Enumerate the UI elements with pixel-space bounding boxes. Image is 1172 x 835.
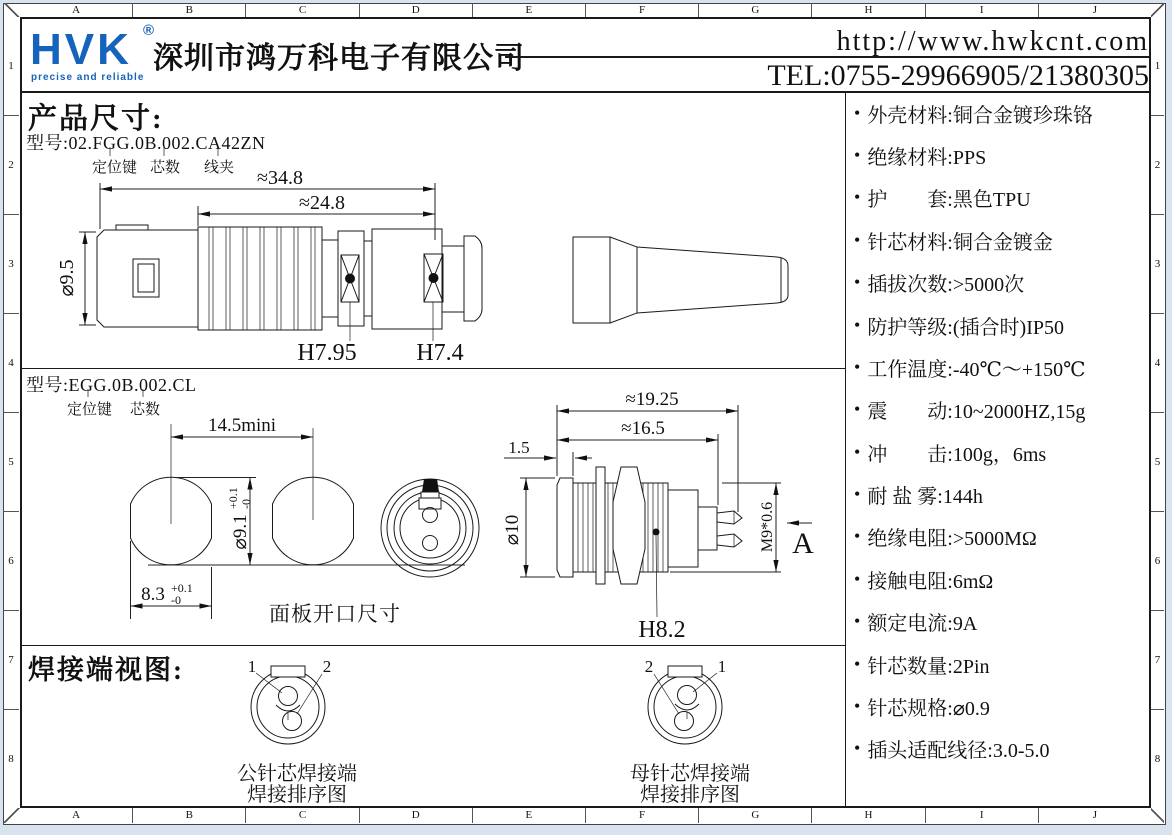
model1-number: 型号:02.FGG.0B.002.CA42ZN [26,133,266,153]
corner-diagonal [3,808,20,823]
dim-plug-mark2: H7.4 [416,340,464,366]
grid-row-label: 5 [1151,413,1164,512]
female-solder-view [645,657,727,744]
grid-row-label: 4 [3,314,19,413]
spec-item [846,601,1151,643]
panel-cutout-drawing [131,415,466,619]
grid-col-label: E [473,808,586,823]
receptacle-drawing [502,389,814,643]
dim-panel-dia-tol-plus: +0.1 [226,487,240,509]
grid-col-label: D [360,808,473,823]
dim-panel-dia: ⌀9.1 [230,514,251,550]
plug-ribs [209,227,315,330]
technical-drawing-canvas [20,92,845,808]
dim-panel-flat: 8.3 [141,584,165,605]
grid-row-label: 8 [1154,753,1161,765]
bullet-icon: • [854,611,861,632]
spec-text: 工作温度:-40℃～+150℃ [867,358,1086,381]
company-name: 深圳市鸿万科电子有限公司 [153,42,525,75]
spec-item [846,685,1151,727]
logo-tagline: precise and reliable [31,72,145,83]
grid-row-label: 5 [3,413,19,512]
marker-bowtie-1 [341,255,359,302]
telephone: TEL:0755-29966905/21380305 [767,59,1149,92]
bullet-icon: • [854,356,861,377]
grid-col-label: A [20,808,133,823]
bullet-icon: • [854,484,861,505]
dim-recep-dia: ⌀10 [502,514,523,546]
female-pin-label-right: 1 [717,657,727,676]
grid-col-label: G [699,808,812,823]
bullet-icon: • [854,738,861,759]
spec-item [846,473,1151,515]
spec-item [846,516,1151,558]
spec-text: 护 套:黑色TPU [867,189,1031,212]
corner-diagonal [1151,3,1164,17]
spec-item [846,389,1151,431]
dim-recep-mid: ≈16.5 [621,418,665,439]
spec-text: 防护等级:(插合时)IP50 [867,316,1064,339]
grid-row-label: 6 [3,512,19,611]
bullet-icon: • [854,102,861,123]
spec-text: 绝缘电阻:>5000MΩ [867,528,1037,551]
bullet-icon: • [854,399,861,420]
model1-ann-keying: 定位键 [92,160,138,176]
female-pin-label-left: 2 [644,657,654,676]
female-caption-line2: 焊接排序图 [640,784,740,806]
spec-item [846,219,1151,261]
grid-row-label: 4 [1151,314,1164,413]
model2-number: 型号:EGG.0B.002.CL [26,375,197,395]
spec-text: 针芯数量:2Pin [867,655,990,678]
male-pin-label-left: 1 [247,657,257,676]
corner-diagonal [3,3,20,17]
model2-ann-keying: 定位键 [67,402,113,418]
website-url: http://www.hwkcnt.com [836,26,1149,57]
panel-cutout-caption: 面板开口尺寸 [269,602,401,626]
bullet-icon: • [854,145,861,166]
bullet-icon: • [854,314,861,335]
spec-text: 针芯规格:⌀0.9 [867,697,990,720]
spec-item [846,346,1151,388]
grid-col-label: I [926,808,1039,823]
spec-text: 绝缘材料:PPS [867,147,987,170]
keying-mark [422,479,439,492]
grid-col-label: J [1092,809,1098,821]
bullet-icon: • [854,653,861,674]
grid-row-label: 7 [3,611,19,710]
grid-row-label: 1 [1151,17,1164,116]
spec-item [846,262,1151,304]
grid-col-label: H [812,3,925,17]
dim-plug-mark1: H7.95 [297,340,357,366]
registered-trademark-icon: ® [143,22,155,39]
grid-col-label: F [586,3,699,17]
dim-recep-mark: H8.2 [638,617,686,643]
section-label-a: A [792,527,814,560]
dim-panel-dia-group [226,487,253,549]
spec-text: 耐 盐 雾:144h [867,486,983,509]
spec-text: 接触电阻:6mΩ [867,570,994,593]
spec-item [846,728,1151,770]
solder-view-title: 焊接端视图: [28,655,184,685]
grid-col-label: I [926,3,1039,17]
grid-col-label: G [699,3,812,17]
plug-drawing [56,167,482,366]
face-view-drawing [381,479,479,577]
grid-row-label: 3 [3,215,19,314]
spec-text: 插拔次数:>5000次 [867,274,1025,297]
grid-col-label: F [586,808,699,823]
bullet-icon: • [854,568,861,589]
spec-text: 针芯材料:铜合金镀金 [867,231,1053,254]
model1-annotation-ticks [110,147,218,156]
grid-col-label: A [20,3,133,17]
spec-text: 冲 击:100g，6ms [867,443,1047,466]
grid-col-label: H [812,808,925,823]
spec-item [846,92,1151,134]
grid-row-label: 2 [3,116,19,215]
grid-col-label: J [1092,4,1098,16]
dim-panel-flat-tol-plus: +0.1 [171,581,193,595]
dim-panel-dia-tol-minus: -0 [239,499,253,509]
grid-col-label: B [133,808,246,823]
bullet-icon: • [854,229,861,250]
dim-recep-total: ≈19.25 [625,389,679,410]
model1-ann-pincount: 芯数 [150,160,181,176]
spec-item [846,134,1151,176]
grid-right-strip [1151,17,1164,808]
dim-panel-pitch: 14.5mini [207,415,277,436]
spec-text: 额定电流:9A [867,613,978,636]
spec-item [846,558,1151,600]
spec-item [846,177,1151,219]
dim-recep-thread: M9*0.6 [759,501,776,553]
bullet-icon: • [854,441,861,462]
dim-plug-dia: ⌀9.5 [56,259,78,297]
grid-bottom-strip [20,808,1151,823]
grid-col-label: C [246,808,359,823]
male-solder-view [248,657,332,744]
grid-col-label: C [246,3,359,17]
model1-ann-clamp: 线夹 [204,160,235,176]
model2-annotation-ticks [88,389,143,397]
dim-plug-front: ≈24.8 [299,192,345,214]
bullet-icon: • [854,526,861,547]
spec-item [846,643,1151,685]
dim-plug-total: ≈34.8 [257,167,303,189]
marker-bowtie-2 [424,254,443,302]
specifications-panel [846,92,1151,770]
product-dimensions-title: 产品尺寸: [28,103,164,135]
grid-row-label: 2 [1151,116,1164,215]
male-caption-line1: 公针芯焊接端 [237,763,357,785]
male-caption-line2: 焊接排序图 [247,784,347,806]
spec-text: 外壳材料:铜合金镀珍珠铬 [867,104,1093,127]
dim-recep-flange: 1.5 [508,438,530,457]
grid-row-label: 3 [1151,215,1164,314]
grid-left-strip [3,17,19,808]
bullet-icon: • [854,695,861,716]
female-caption-line1: 母针芯焊接端 [630,763,750,785]
dim-recep-dia-group [502,515,523,545]
grid-row-label: 1 [3,17,19,116]
dim-panel-flat-tol-minus: -0 [171,593,181,607]
male-pin-label-right: 2 [322,657,332,676]
spec-text: 震 动:10~2000HZ,15g [867,401,1086,424]
grid-row-label: 7 [1151,611,1164,710]
dim-recep-thread-group [759,502,776,552]
grid-row-label: 8 [8,753,14,765]
grid-col-label: E [473,3,586,17]
model2-ann-pincount: 芯数 [130,402,161,418]
bullet-icon: • [854,272,861,293]
boot-drawing [573,237,788,323]
company-logo: HVK [30,25,132,74]
grid-row-label: 6 [1151,512,1164,611]
grid-col-label: D [360,3,473,17]
grid-top-strip [20,3,1151,17]
bullet-icon: • [854,187,861,208]
spec-text: 插头适配线径:3.0-5.0 [867,740,1050,763]
corner-diagonal [1151,808,1164,823]
spec-item [846,304,1151,346]
spec-item [846,431,1151,473]
grid-col-label: B [133,3,246,17]
